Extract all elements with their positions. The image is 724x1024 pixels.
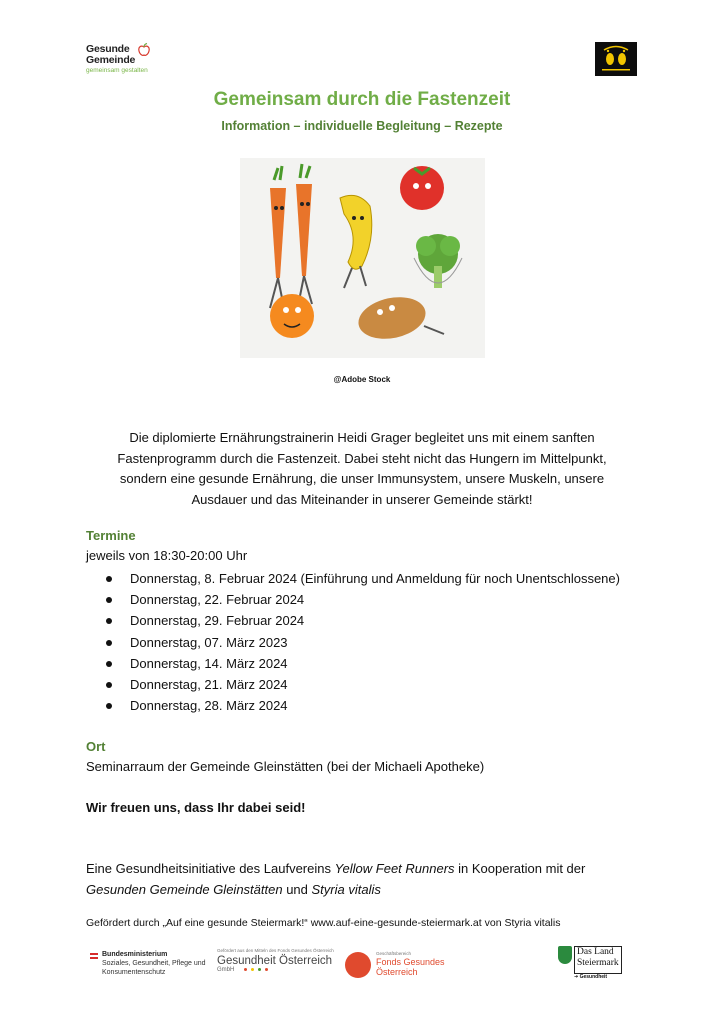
funding-note: Gefördert durch „Auf eine gesunde Steiermark!“ www.auf-eine-gesunde-steiermark.at von Styria vitalis bbox=[86, 917, 561, 929]
termine-time: jeweils von 18:30-20:00 Uhr bbox=[86, 548, 248, 563]
ort-text: Seminarraum der Gemeinde Gleinstätten (bei der Michaeli Apotheke) bbox=[86, 759, 485, 774]
austria-flag-icon bbox=[90, 953, 98, 959]
list-item: Donnerstag, 28. März 2024 bbox=[104, 695, 620, 716]
termine-heading: Termine bbox=[86, 528, 136, 543]
yellow-feet-runners-logo bbox=[595, 42, 637, 76]
page-subtitle: Information – individuelle Begleitung – Rezepte bbox=[221, 119, 503, 133]
intro-paragraph: Die diplomierte Ernährungstrainerin Heidi Grager begleitet uns mit einem sanften Fastenprogramm durch die Fastenzeit. Dabei steht nicht das Hungern im Mittelpunkt, sondern eine gesunde Ernährung, die unser Immunsystem, unsere Muskeln, unsere Ausdauer und das Miteinander in unserer Gemeinde stärkt! bbox=[117, 430, 607, 507]
fonds-gesundes-oesterreich-logo: Geschäftsbereich Fonds Gesundes Österreich bbox=[345, 951, 455, 981]
land-steiermark-logo: Das Land Steiermark ➜ Gesundheit bbox=[558, 946, 622, 980]
list-item: Donnerstag, 29. Februar 2024 bbox=[104, 610, 620, 631]
gesunde-gemeinde-logo: Gesunde Gemeinde gemeinsam gestalten bbox=[86, 44, 166, 78]
initiative-text: Eine Gesundheitsinitiative des Laufvereins Yellow Feet Runners in Kooperation mit der Gesunden Gemeinde Gleinstätten und Styria vitalis bbox=[86, 861, 586, 897]
list-item: Donnerstag, 07. März 2023 bbox=[104, 632, 620, 653]
list-item: Donnerstag, 22. Februar 2024 bbox=[104, 589, 620, 610]
gesundheit-oesterreich-logo: Gefördert aus den Mitteln des Fonds Gesundes Österreich Gesundheit Österreich GmbH bbox=[217, 948, 334, 973]
closing-text: Wir freuen uns, dass Ihr dabei seid! bbox=[86, 800, 306, 815]
vegetables-illustration bbox=[240, 158, 485, 358]
list-item: Donnerstag, 21. März 2024 bbox=[104, 674, 620, 695]
list-item: Donnerstag, 14. März 2024 bbox=[104, 653, 620, 674]
page-title: Gemeinsam durch die Fastenzeit bbox=[213, 89, 511, 110]
image-credit: @Adobe Stock bbox=[333, 375, 391, 384]
styria-crest-icon bbox=[558, 946, 572, 964]
apple-icon bbox=[136, 42, 152, 58]
dates-list bbox=[104, 568, 620, 716]
runner-icon bbox=[345, 952, 371, 978]
ort-heading: Ort bbox=[86, 739, 106, 754]
list-item: Donnerstag, 8. Februar 2024 (Einführung und Anmeldung für noch Unentschlossene) bbox=[104, 568, 620, 589]
